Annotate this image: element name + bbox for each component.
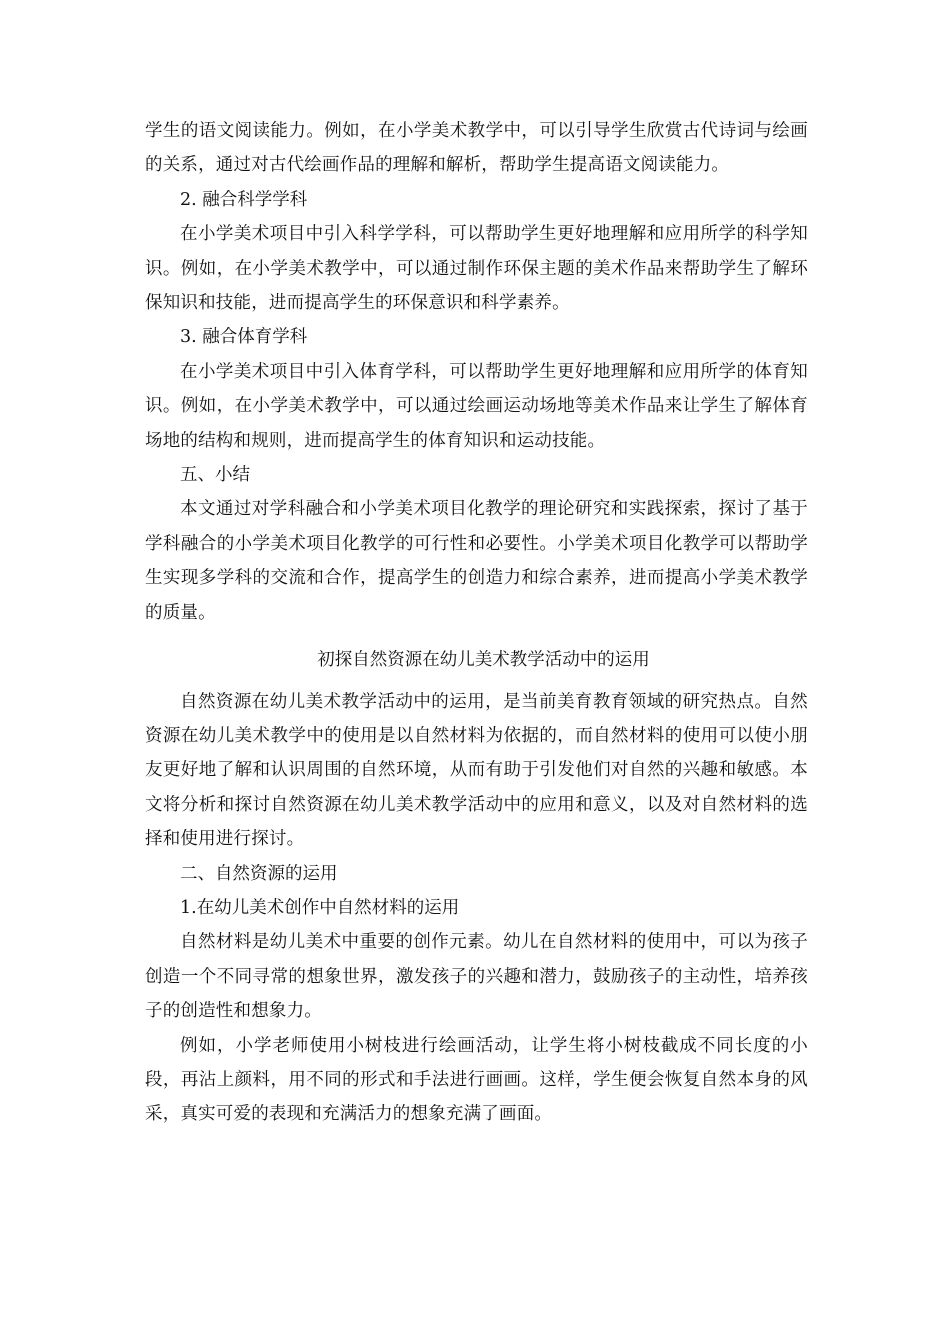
article-title: 初探自然资源在幼儿美术教学活动中的运用 — [317, 650, 650, 671]
paragraph-article-intro: 自然资源在幼儿美术教学活动中的运用，是当前美育教育领域的研究热点。自然资源在幼儿美术教学中的使用是以自然材料为依据的，而自然材料的使用可以使小朋友更好地了解和认识周围的自然环境，从而有助于引发他们对自然的兴趣和敏感。本文将分析和探讨自然资源在幼儿美术教学活动中的应用和意义，以及对自然材料的选择和使用进行探讨。 — [145, 691, 808, 850]
heading-summary: 五、小结 — [180, 465, 250, 486]
heading-usage-1: 1.在幼儿美术创作中自然材料的运用 — [180, 897, 460, 918]
spacer — [145, 678, 808, 685]
paragraph-science: 在小学美术项目中引入科学学科，可以帮助学生更好地理解和应用所学的科学知识。例如，在小学美术教学中，可以通过制作环保主题的美术作品来帮助学生了解环保知识和技能，进而提高学生的环保意识和科学素养。 — [145, 224, 808, 314]
paragraph-example: 例如，小学老师使用小树枝进行绘画活动，让学生将小树枝截成不同长度的小段，再沾上颜料，用不同的形式和手法进行画画。这样，学生便会恢复自然本身的风采，真实可爱的表现和充满活力的想象充满了画面。 — [145, 1035, 808, 1125]
paragraph-summary: 本文通过对学科融合和小学美术项目化教学的理论研究和实践探索，探讨了基于学科融合的小学美术项目化教学的可行性和必要性。小学美术项目化教学可以帮助学生实现多学科的交流和合作，提高学生的创造力和综合素养，进而提高小学美术教学的质量。 — [145, 499, 808, 623]
paragraph-intro-continuation: 学生的语文阅读能力。例如，在小学美术教学中，可以引导学生欣赏古代诗词与绘画的关系，通过对古代绘画作品的理解和解析，帮助学生提高语文阅读能力。 — [145, 121, 808, 176]
paragraph-pe: 在小学美术项目中引入体育学科，可以帮助学生更好地理解和应用所学的体育知识。例如，在小学美术教学中，可以通过绘画运动场地等美术作品来让学生了解体育场地的结构和规则，进而提高学生的体育知识和运动技能。 — [145, 361, 808, 451]
spacer — [145, 630, 808, 643]
heading-usage: 二、自然资源的运用 — [180, 863, 338, 884]
heading-science: 2. 融合科学学科 — [180, 189, 308, 210]
document-page — [145, 114, 808, 1132]
paragraph-materials: 自然材料是幼儿美术中重要的创作元素。幼儿在自然材料的使用中，可以为孩子创造一个不同寻常的想象世界，激发孩子的兴趣和潜力，鼓励孩子的主动性，培养孩子的创造性和想象力。 — [145, 932, 808, 1022]
heading-pe: 3. 融合体育学科 — [180, 327, 308, 348]
